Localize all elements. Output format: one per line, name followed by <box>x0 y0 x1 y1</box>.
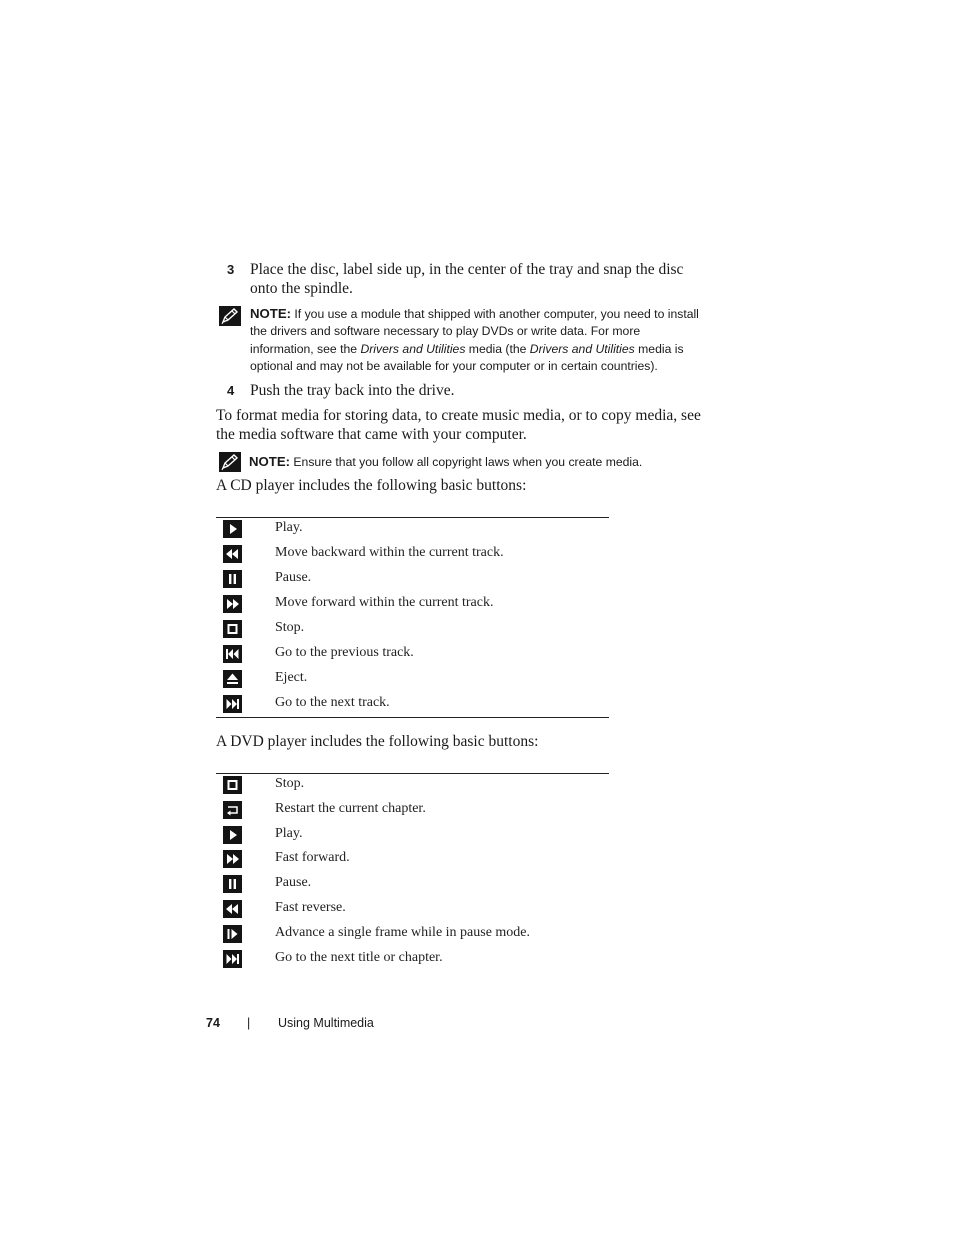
page-number: 74 <box>206 1016 220 1030</box>
fast-reverse-icon <box>223 900 242 918</box>
cd-button-row <box>222 568 622 593</box>
button-description: Advance a single frame while in pause mode. <box>275 925 531 940</box>
fast-forward-icon <box>223 850 242 868</box>
button-description: Go to the next track. <box>275 695 390 710</box>
stop-icon <box>223 776 242 794</box>
note-label: NOTE: <box>250 306 292 321</box>
button-description: Fast forward. <box>275 850 350 865</box>
footer-separator: | <box>247 1016 251 1030</box>
note-pencil-icon <box>219 306 241 331</box>
rewind-icon <box>223 545 242 563</box>
note-2 <box>249 453 729 471</box>
dvd-intro: A DVD player includes the following basic buttons: <box>216 733 539 750</box>
footer-section-title: Using Multimedia <box>278 1016 374 1030</box>
note-1-line-1: If you use a module that shipped with another computer, you need to install <box>294 307 699 321</box>
dvd-button-row <box>222 774 622 799</box>
next-track-icon <box>223 695 242 713</box>
dvd-button-row <box>222 873 622 898</box>
step-3-line-2: onto the spindle. <box>250 280 353 297</box>
button-description: Pause. <box>275 570 312 585</box>
note-1-line-3e: media is <box>634 341 684 356</box>
drivers-utilities-ref-1: Drivers and Utilities <box>360 341 466 356</box>
cd-intro: A CD player includes the following basic buttons: <box>216 477 527 494</box>
step-3-text <box>250 260 720 298</box>
dvd-button-row <box>222 824 622 849</box>
pause-icon <box>223 570 242 588</box>
dvd-button-row <box>222 898 622 923</box>
step-3-line-1: Place the disc, label side up, in the center of the tray and snap the disc <box>250 261 684 278</box>
step-number: 3 <box>227 262 235 277</box>
previous-track-icon <box>223 645 242 663</box>
dvd-button-row <box>222 848 622 873</box>
button-description: Restart the current chapter. <box>275 801 426 816</box>
button-description: Go to the next title or chapter. <box>275 950 443 965</box>
button-description: Eject. <box>275 670 308 685</box>
cd-button-row <box>222 618 622 643</box>
eject-icon <box>223 670 242 688</box>
button-description: Stop. <box>275 776 305 791</box>
fast-forward-icon <box>223 595 242 613</box>
note-2-text: Ensure that you follow all copyright laws when you create media. <box>293 455 643 469</box>
button-description: Play. <box>275 826 303 841</box>
note-1-line-3c: media (the <box>465 341 530 356</box>
cd-button-row <box>222 518 622 543</box>
cd-button-row <box>222 668 622 693</box>
play-icon <box>223 826 242 844</box>
step-4-text: Push the tray back into the drive. <box>250 382 455 399</box>
drivers-utilities-ref-2: Drivers and Utilities <box>529 341 635 356</box>
button-description: Play. <box>275 520 303 535</box>
button-description: Move backward within the current track. <box>275 545 504 560</box>
cd-button-row <box>222 643 622 668</box>
button-description: Stop. <box>275 620 305 635</box>
note-1 <box>250 305 730 375</box>
format-line-1: To format media for storing data, to create music media, or to copy media, see <box>216 407 701 424</box>
next-title-icon <box>223 950 242 968</box>
format-media-paragraph <box>216 406 726 444</box>
button-description: Fast reverse. <box>275 900 346 915</box>
step-number: 4 <box>227 383 235 398</box>
play-icon <box>223 520 242 538</box>
stop-icon <box>223 620 242 638</box>
button-description: Move forward within the current track. <box>275 595 494 610</box>
cd-button-row <box>222 593 622 618</box>
cd-button-row <box>222 693 622 718</box>
pause-icon <box>223 875 242 893</box>
restart-chapter-icon <box>223 801 242 819</box>
cd-table-bottom-rule <box>216 717 609 718</box>
note-pencil-icon <box>219 452 241 477</box>
note-1-line-4: optional and may not be available for your computer or in certain countries). <box>250 358 658 373</box>
button-description: Pause. <box>275 875 312 890</box>
format-line-2: the media software that came with your computer. <box>216 426 527 443</box>
dvd-button-row <box>222 799 622 824</box>
button-description: Go to the previous track. <box>275 645 414 660</box>
dvd-button-row <box>222 948 622 973</box>
note-1-line-3a: information, see the <box>250 341 361 356</box>
frame-advance-icon <box>223 925 242 943</box>
note-1-line-2: the drivers and software necessary to play DVDs or write data. For more <box>250 324 641 339</box>
cd-button-row <box>222 543 622 568</box>
note-label: NOTE: <box>249 454 291 469</box>
dvd-button-row <box>222 923 622 948</box>
